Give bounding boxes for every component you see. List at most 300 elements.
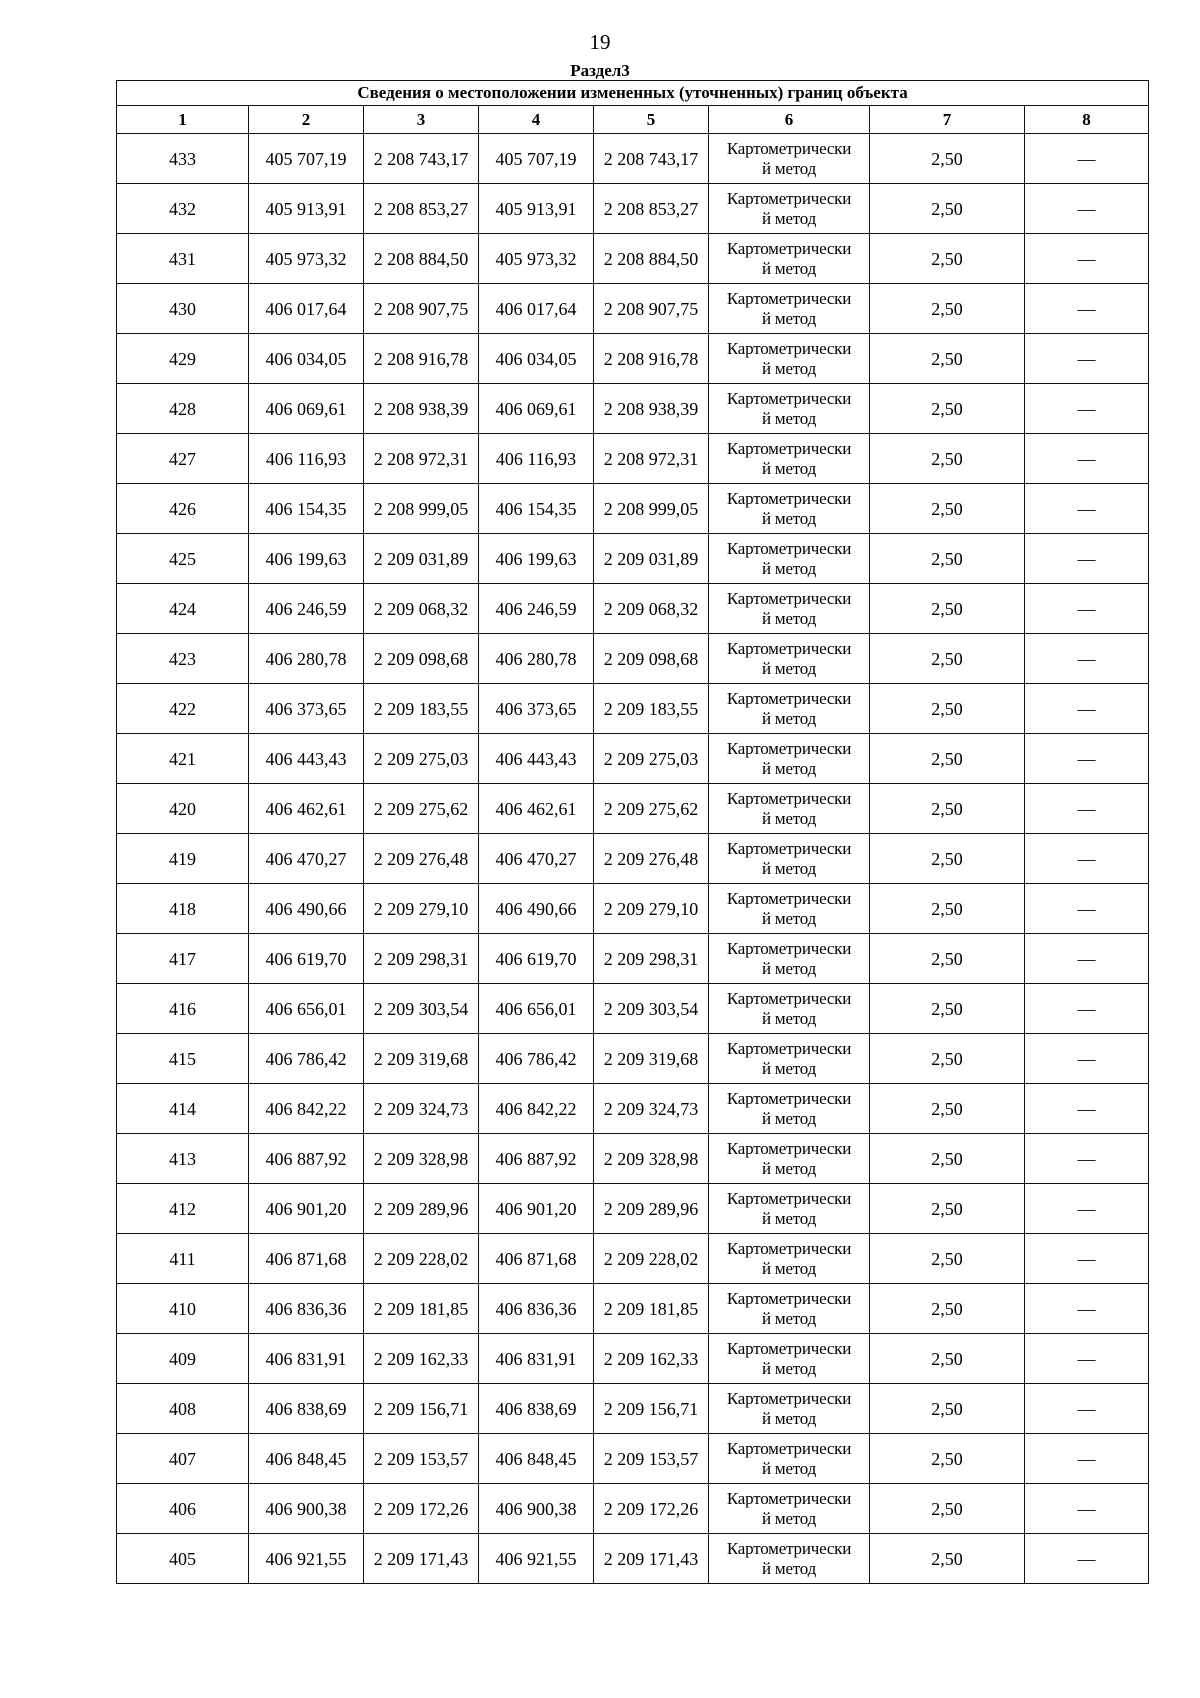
point-number-cell: 412	[117, 1184, 249, 1234]
old-x-cell: 406 887,92	[249, 1134, 364, 1184]
new-x-cell: 406 154,35	[479, 484, 594, 534]
method-text-line1: Картометрически	[726, 388, 852, 408]
old-y-cell: 2 209 279,10	[364, 884, 479, 934]
new-y-cell: 2 209 319,68	[594, 1034, 709, 1084]
method-text-line1: Картометрически	[726, 638, 852, 658]
old-y-cell: 2 208 916,78	[364, 334, 479, 384]
accuracy-cell: 2,50	[870, 1334, 1025, 1384]
note-cell: —	[1025, 534, 1149, 584]
method-cell	[709, 784, 870, 834]
method-text-line2: й метод	[761, 808, 817, 828]
new-y-cell: 2 209 098,68	[594, 634, 709, 684]
method-cell	[709, 1234, 870, 1284]
old-x-cell: 406 619,70	[249, 934, 364, 984]
new-x-cell: 406 490,66	[479, 884, 594, 934]
new-y-cell: 2 209 162,33	[594, 1334, 709, 1384]
accuracy-cell: 2,50	[870, 734, 1025, 784]
old-x-cell: 406 921,55	[249, 1534, 364, 1584]
note-cell: —	[1025, 884, 1149, 934]
method-cell	[709, 1434, 870, 1484]
method-text-line1: Картометрически	[726, 1138, 852, 1158]
old-x-cell: 406 900,38	[249, 1484, 364, 1534]
old-y-cell: 2 209 275,03	[364, 734, 479, 784]
method-text-line2: й метод	[761, 258, 817, 278]
method-text-line1: Картометрически	[726, 738, 852, 758]
new-x-cell: 406 619,70	[479, 934, 594, 984]
new-y-cell: 2 209 068,32	[594, 584, 709, 634]
old-y-cell: 2 209 228,02	[364, 1234, 479, 1284]
old-y-cell: 2 208 938,39	[364, 384, 479, 434]
method-text-line2: й метод	[761, 708, 817, 728]
method-text-line2: й метод	[761, 558, 817, 578]
new-y-cell: 2 209 156,71	[594, 1384, 709, 1434]
method-text-line2: й метод	[761, 508, 817, 528]
method-text-line1: Картометрически	[726, 688, 852, 708]
accuracy-cell: 2,50	[870, 634, 1025, 684]
old-y-cell: 2 208 743,17	[364, 134, 479, 184]
table-row	[117, 734, 1149, 784]
table-row	[117, 134, 1149, 184]
note-cell: —	[1025, 1534, 1149, 1584]
method-text-line1: Картометрически	[726, 1088, 852, 1108]
old-x-cell: 406 154,35	[249, 484, 364, 534]
accuracy-cell: 2,50	[870, 434, 1025, 484]
new-y-cell: 2 209 171,43	[594, 1534, 709, 1584]
new-x-cell: 406 373,65	[479, 684, 594, 734]
method-cell	[709, 1084, 870, 1134]
point-number-cell: 420	[117, 784, 249, 834]
point-number-cell: 424	[117, 584, 249, 634]
new-y-cell: 2 209 228,02	[594, 1234, 709, 1284]
method-text-line1: Картометрически	[726, 1538, 852, 1558]
table-row	[117, 1534, 1149, 1584]
method-text-line1: Картометрически	[726, 938, 852, 958]
method-cell	[709, 434, 870, 484]
point-number-cell: 409	[117, 1334, 249, 1384]
old-y-cell: 2 209 156,71	[364, 1384, 479, 1434]
method-text-line1: Картометрически	[726, 788, 852, 808]
method-text-line1: Картометрически	[726, 588, 852, 608]
accuracy-cell: 2,50	[870, 284, 1025, 334]
old-x-cell: 406 069,61	[249, 384, 364, 434]
point-number-cell: 430	[117, 284, 249, 334]
new-y-cell: 2 209 328,98	[594, 1134, 709, 1184]
method-cell	[709, 1284, 870, 1334]
point-number-cell: 418	[117, 884, 249, 934]
note-cell: —	[1025, 234, 1149, 284]
note-cell: —	[1025, 584, 1149, 634]
table-row	[117, 784, 1149, 834]
table-row	[117, 1034, 1149, 1084]
point-number-cell: 427	[117, 434, 249, 484]
new-x-cell: 406 836,36	[479, 1284, 594, 1334]
old-y-cell: 2 209 298,31	[364, 934, 479, 984]
new-x-cell: 406 871,68	[479, 1234, 594, 1284]
table-body	[117, 134, 1149, 1584]
method-text-line2: й метод	[761, 958, 817, 978]
old-y-cell: 2 209 276,48	[364, 834, 479, 884]
new-y-cell: 2 209 172,26	[594, 1484, 709, 1534]
accuracy-cell: 2,50	[870, 384, 1025, 434]
new-x-cell: 406 921,55	[479, 1534, 594, 1584]
new-x-cell: 406 462,61	[479, 784, 594, 834]
new-y-cell: 2 208 907,75	[594, 284, 709, 334]
method-text-line2: й метод	[761, 158, 817, 178]
column-header-8: 8	[1025, 106, 1149, 134]
new-y-cell: 2 209 153,57	[594, 1434, 709, 1484]
note-cell: —	[1025, 734, 1149, 784]
note-cell: —	[1025, 784, 1149, 834]
new-x-cell: 405 973,32	[479, 234, 594, 284]
old-y-cell: 2 209 031,89	[364, 534, 479, 584]
new-x-cell: 406 887,92	[479, 1134, 594, 1184]
method-text-line1: Картометрически	[726, 288, 852, 308]
boundary-coordinates-table	[116, 80, 1149, 1584]
table-caption-row	[117, 81, 1149, 106]
old-y-cell: 2 209 319,68	[364, 1034, 479, 1084]
old-x-cell: 406 017,64	[249, 284, 364, 334]
method-cell	[709, 384, 870, 434]
old-y-cell: 2 209 162,33	[364, 1334, 479, 1384]
method-text-line2: й метод	[761, 308, 817, 328]
note-cell: —	[1025, 1234, 1149, 1284]
method-text-line2: й метод	[761, 1558, 817, 1578]
method-text-line2: й метод	[761, 358, 817, 378]
method-text-line2: й метод	[761, 608, 817, 628]
table-row	[117, 184, 1149, 234]
method-text-line1: Картометрически	[726, 1238, 852, 1258]
point-number-cell: 425	[117, 534, 249, 584]
accuracy-cell: 2,50	[870, 1534, 1025, 1584]
point-number-cell: 410	[117, 1284, 249, 1334]
method-cell	[709, 534, 870, 584]
new-y-cell: 2 208 972,31	[594, 434, 709, 484]
accuracy-cell: 2,50	[870, 334, 1025, 384]
note-cell: —	[1025, 484, 1149, 534]
method-cell	[709, 484, 870, 534]
point-number-cell: 431	[117, 234, 249, 284]
old-x-cell: 406 034,05	[249, 334, 364, 384]
table-row	[117, 434, 1149, 484]
column-header-7: 7	[870, 106, 1025, 134]
new-y-cell: 2 209 275,03	[594, 734, 709, 784]
point-number-cell: 415	[117, 1034, 249, 1084]
new-x-cell: 406 017,64	[479, 284, 594, 334]
new-y-cell: 2 208 743,17	[594, 134, 709, 184]
column-header-4: 4	[479, 106, 594, 134]
old-y-cell: 2 209 303,54	[364, 984, 479, 1034]
note-cell: —	[1025, 284, 1149, 334]
method-cell	[709, 584, 870, 634]
accuracy-cell: 2,50	[870, 1284, 1025, 1334]
point-number-cell: 414	[117, 1084, 249, 1134]
note-cell: —	[1025, 1484, 1149, 1534]
old-x-cell: 406 443,43	[249, 734, 364, 784]
method-text-line1: Картометрически	[726, 488, 852, 508]
old-x-cell: 406 836,36	[249, 1284, 364, 1334]
accuracy-cell: 2,50	[870, 1184, 1025, 1234]
method-text-line1: Картометрически	[726, 888, 852, 908]
point-number-cell: 423	[117, 634, 249, 684]
old-y-cell: 2 208 972,31	[364, 434, 479, 484]
method-text-line1: Картометрически	[726, 188, 852, 208]
method-cell	[709, 884, 870, 934]
new-x-cell: 406 831,91	[479, 1334, 594, 1384]
page-number: 19	[589, 30, 611, 54]
accuracy-cell: 2,50	[870, 884, 1025, 934]
table-row	[117, 984, 1149, 1034]
old-y-cell: 2 209 328,98	[364, 1134, 479, 1184]
table-row	[117, 834, 1149, 884]
note-cell: —	[1025, 434, 1149, 484]
table-row	[117, 684, 1149, 734]
method-cell	[709, 634, 870, 684]
accuracy-cell: 2,50	[870, 1234, 1025, 1284]
note-cell: —	[1025, 134, 1149, 184]
note-cell: —	[1025, 184, 1149, 234]
new-x-cell: 406 838,69	[479, 1384, 594, 1434]
accuracy-cell: 2,50	[870, 1434, 1025, 1484]
method-text-line1: Картометрически	[726, 1388, 852, 1408]
old-x-cell: 405 913,91	[249, 184, 364, 234]
old-x-cell: 406 490,66	[249, 884, 364, 934]
new-y-cell: 2 209 303,54	[594, 984, 709, 1034]
table-row	[117, 1484, 1149, 1534]
accuracy-cell: 2,50	[870, 534, 1025, 584]
method-cell	[709, 1034, 870, 1084]
method-cell	[709, 234, 870, 284]
new-x-cell: 406 443,43	[479, 734, 594, 784]
method-text-line1: Картометрически	[726, 1338, 852, 1358]
old-x-cell: 406 462,61	[249, 784, 364, 834]
column-number-row	[117, 106, 1149, 134]
note-cell: —	[1025, 1134, 1149, 1184]
table-caption: Сведения о местоположении измененных (уточненных) границ объекта	[117, 81, 1149, 106]
old-x-cell: 406 280,78	[249, 634, 364, 684]
old-x-cell: 406 656,01	[249, 984, 364, 1034]
new-y-cell: 2 209 181,85	[594, 1284, 709, 1334]
table-row	[117, 584, 1149, 634]
note-cell: —	[1025, 834, 1149, 884]
point-number-cell: 426	[117, 484, 249, 534]
column-header-1: 1	[117, 106, 249, 134]
old-y-cell: 2 209 068,32	[364, 584, 479, 634]
old-x-cell: 406 116,93	[249, 434, 364, 484]
method-cell	[709, 734, 870, 784]
old-y-cell: 2 209 275,62	[364, 784, 479, 834]
table-row	[117, 234, 1149, 284]
old-x-cell: 406 470,27	[249, 834, 364, 884]
method-cell	[709, 184, 870, 234]
accuracy-cell: 2,50	[870, 1084, 1025, 1134]
new-x-cell: 406 901,20	[479, 1184, 594, 1234]
table-row	[117, 1434, 1149, 1484]
method-text-line1: Картометрически	[726, 1188, 852, 1208]
old-y-cell: 2 209 324,73	[364, 1084, 479, 1134]
method-cell	[709, 1384, 870, 1434]
new-x-cell: 406 842,22	[479, 1084, 594, 1134]
note-cell: —	[1025, 1434, 1149, 1484]
new-x-cell: 406 199,63	[479, 534, 594, 584]
old-x-cell: 406 901,20	[249, 1184, 364, 1234]
new-y-cell: 2 208 938,39	[594, 384, 709, 434]
column-header-3: 3	[364, 106, 479, 134]
new-x-cell: 406 034,05	[479, 334, 594, 384]
method-cell	[709, 934, 870, 984]
table-row	[117, 484, 1149, 534]
table-row	[117, 1334, 1149, 1384]
old-x-cell: 406 786,42	[249, 1034, 364, 1084]
new-y-cell: 2 209 279,10	[594, 884, 709, 934]
accuracy-cell: 2,50	[870, 1134, 1025, 1184]
method-text-line1: Картометрически	[726, 338, 852, 358]
column-header-6: 6	[709, 106, 870, 134]
old-y-cell: 2 209 171,43	[364, 1534, 479, 1584]
note-cell: —	[1025, 1184, 1149, 1234]
new-x-cell: 406 116,93	[479, 434, 594, 484]
old-y-cell: 2 209 153,57	[364, 1434, 479, 1484]
old-y-cell: 2 208 907,75	[364, 284, 479, 334]
new-y-cell: 2 209 275,62	[594, 784, 709, 834]
new-x-cell: 406 246,59	[479, 584, 594, 634]
method-text-line2: й метод	[761, 1408, 817, 1428]
method-text-line2: й метод	[761, 1358, 817, 1378]
old-x-cell: 406 838,69	[249, 1384, 364, 1434]
accuracy-cell: 2,50	[870, 984, 1025, 1034]
method-text-line2: й метод	[761, 1258, 817, 1278]
point-number-cell: 408	[117, 1384, 249, 1434]
table-row	[117, 1234, 1149, 1284]
point-number-cell: 413	[117, 1134, 249, 1184]
method-text-line2: й метод	[761, 1458, 817, 1478]
table-row	[117, 1384, 1149, 1434]
note-cell: —	[1025, 1084, 1149, 1134]
method-cell	[709, 1334, 870, 1384]
new-x-cell: 406 069,61	[479, 384, 594, 434]
method-text-line1: Картометрически	[726, 138, 852, 158]
note-cell: —	[1025, 334, 1149, 384]
new-y-cell: 2 208 884,50	[594, 234, 709, 284]
table-row	[117, 334, 1149, 384]
new-x-cell: 406 848,45	[479, 1434, 594, 1484]
point-number-cell: 411	[117, 1234, 249, 1284]
accuracy-cell: 2,50	[870, 934, 1025, 984]
accuracy-cell: 2,50	[870, 184, 1025, 234]
method-cell	[709, 1184, 870, 1234]
new-y-cell: 2 208 853,27	[594, 184, 709, 234]
method-text-line2: й метод	[761, 908, 817, 928]
point-number-cell: 421	[117, 734, 249, 784]
method-cell	[709, 1134, 870, 1184]
new-x-cell: 405 913,91	[479, 184, 594, 234]
method-cell	[709, 1534, 870, 1584]
point-number-cell: 432	[117, 184, 249, 234]
point-number-cell: 416	[117, 984, 249, 1034]
old-x-cell: 406 848,45	[249, 1434, 364, 1484]
point-number-cell: 407	[117, 1434, 249, 1484]
old-x-cell: 406 199,63	[249, 534, 364, 584]
accuracy-cell: 2,50	[870, 1484, 1025, 1534]
new-y-cell: 2 209 031,89	[594, 534, 709, 584]
point-number-cell: 405	[117, 1534, 249, 1584]
old-x-cell: 406 373,65	[249, 684, 364, 734]
point-number-cell: 422	[117, 684, 249, 734]
point-number-cell: 406	[117, 1484, 249, 1534]
accuracy-cell: 2,50	[870, 234, 1025, 284]
method-text-line2: й метод	[761, 208, 817, 228]
accuracy-cell: 2,50	[870, 834, 1025, 884]
method-cell	[709, 984, 870, 1034]
method-cell	[709, 834, 870, 884]
accuracy-cell: 2,50	[870, 134, 1025, 184]
method-text-line1: Картометрически	[726, 1488, 852, 1508]
method-text-line2: й метод	[761, 408, 817, 428]
method-text-line1: Картометрически	[726, 988, 852, 1008]
note-cell: —	[1025, 984, 1149, 1034]
method-text-line2: й метод	[761, 1008, 817, 1028]
method-text-line2: й метод	[761, 1508, 817, 1528]
new-y-cell: 2 208 916,78	[594, 334, 709, 384]
new-x-cell: 406 786,42	[479, 1034, 594, 1084]
method-text-line1: Картометрически	[726, 438, 852, 458]
accuracy-cell: 2,50	[870, 784, 1025, 834]
table-row	[117, 934, 1149, 984]
old-y-cell: 2 209 172,26	[364, 1484, 479, 1534]
point-number-cell: 429	[117, 334, 249, 384]
method-text-line2: й метод	[761, 1108, 817, 1128]
old-y-cell: 2 209 181,85	[364, 1284, 479, 1334]
old-x-cell: 406 246,59	[249, 584, 364, 634]
old-y-cell: 2 208 853,27	[364, 184, 479, 234]
method-cell	[709, 1484, 870, 1534]
method-text-line2: й метод	[761, 1308, 817, 1328]
table-row	[117, 1134, 1149, 1184]
table-row	[117, 884, 1149, 934]
accuracy-cell: 2,50	[870, 1034, 1025, 1084]
accuracy-cell: 2,50	[870, 684, 1025, 734]
method-text-line2: й метод	[761, 758, 817, 778]
method-text-line1: Картометрически	[726, 838, 852, 858]
table-row	[117, 634, 1149, 684]
new-y-cell: 2 209 183,55	[594, 684, 709, 734]
new-x-cell: 406 900,38	[479, 1484, 594, 1534]
method-text-line1: Картометрически	[726, 238, 852, 258]
method-text-line2: й метод	[761, 1208, 817, 1228]
note-cell: —	[1025, 1334, 1149, 1384]
new-y-cell: 2 209 298,31	[594, 934, 709, 984]
method-cell	[709, 134, 870, 184]
method-cell	[709, 684, 870, 734]
method-text-line2: й метод	[761, 1158, 817, 1178]
old-x-cell: 406 871,68	[249, 1234, 364, 1284]
new-y-cell: 2 209 289,96	[594, 1184, 709, 1234]
point-number-cell: 433	[117, 134, 249, 184]
method-text-line2: й метод	[761, 458, 817, 478]
note-cell: —	[1025, 1034, 1149, 1084]
method-text-line1: Картометрически	[726, 1438, 852, 1458]
new-y-cell: 2 209 324,73	[594, 1084, 709, 1134]
method-text-line2: й метод	[761, 1058, 817, 1078]
table-row	[117, 1284, 1149, 1334]
note-cell: —	[1025, 1284, 1149, 1334]
table-row	[117, 284, 1149, 334]
new-y-cell: 2 208 999,05	[594, 484, 709, 534]
section-title: Раздел3	[570, 61, 630, 80]
old-y-cell: 2 209 289,96	[364, 1184, 479, 1234]
old-x-cell: 405 707,19	[249, 134, 364, 184]
table-row	[117, 534, 1149, 584]
new-y-cell: 2 209 276,48	[594, 834, 709, 884]
